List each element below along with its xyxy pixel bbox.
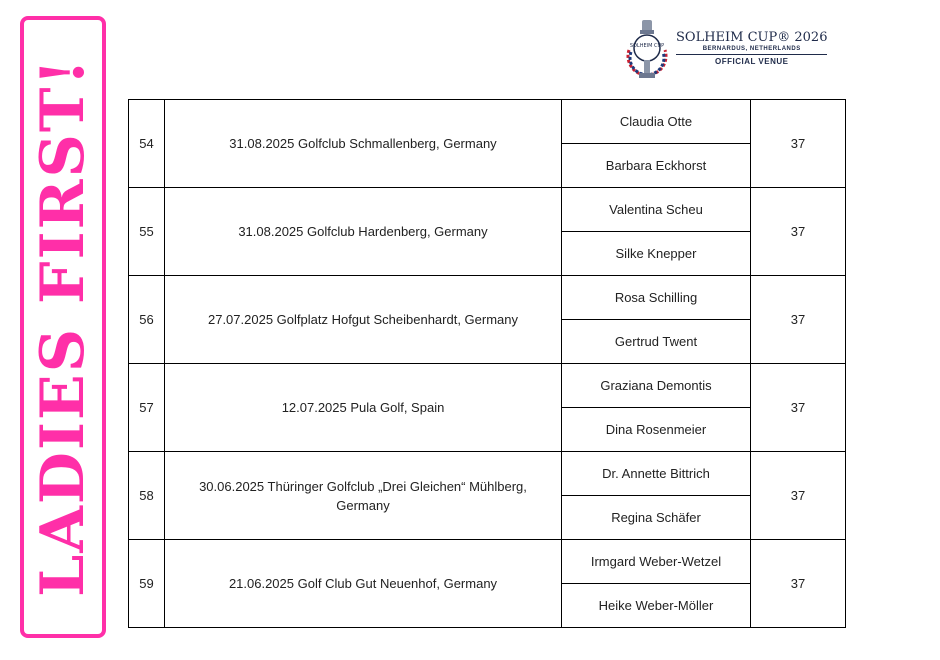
row-number: 57: [129, 364, 165, 452]
table-row: [129, 540, 846, 584]
player-name: Gertrud Twent: [562, 320, 751, 364]
event-cell: 31.08.2025 Golfclub Schmallenberg, Germany: [165, 100, 562, 188]
banner-text: LADIES FIRST!: [28, 57, 98, 597]
logo-venue: OFFICIAL VENUE: [714, 57, 789, 66]
table-row: [129, 364, 846, 408]
score-cell: 37: [751, 276, 846, 364]
logo-divider: [676, 54, 827, 55]
score-cell: 37: [751, 452, 846, 540]
table-row: [129, 276, 846, 320]
table-row: [129, 100, 846, 144]
row-number: 59: [129, 540, 165, 628]
event-cell: 31.08.2025 Golfclub Hardenberg, Germany: [165, 188, 562, 276]
table-row: [129, 452, 846, 496]
event-cell: 12.07.2025 Pula Golf, Spain: [165, 364, 562, 452]
row-number: 56: [129, 276, 165, 364]
player-name: Rosa Schilling: [562, 276, 751, 320]
player-name: Dina Rosenmeier: [562, 408, 751, 452]
logo-title: SOLHEIM CUP® 2026: [676, 30, 828, 45]
player-name: Silke Knepper: [562, 232, 751, 276]
score-cell: 37: [751, 188, 846, 276]
event-cell: 27.07.2025 Golfplatz Hofgut Scheibenhardt, Germany: [165, 276, 562, 364]
row-number: 58: [129, 452, 165, 540]
row-number: 54: [129, 100, 165, 188]
event-cell: 21.06.2025 Golf Club Gut Neuenhof, Germany: [165, 540, 562, 628]
trophy-label: SOLHEIM CUP: [629, 43, 665, 49]
row-number: 55: [129, 188, 165, 276]
player-name: Barbara Eckhorst: [562, 144, 751, 188]
player-name: Claudia Otte: [562, 100, 751, 144]
score-cell: 37: [751, 100, 846, 188]
score-cell: 37: [751, 540, 846, 628]
event-cell: 30.06.2025 Thüringer Golfclub „Drei Gleichen“ Mühlberg, Germany: [165, 452, 562, 540]
logo-subtitle: BERNARDUS, NETHERLANDS: [702, 46, 801, 52]
results-table: [128, 99, 846, 628]
player-name: Valentina Scheu: [562, 188, 751, 232]
player-name: Graziana Demontis: [562, 364, 751, 408]
side-banner: [20, 16, 106, 638]
score-cell: 37: [751, 364, 846, 452]
trophy-icon: [622, 18, 672, 84]
player-name: Heike Weber-Möller: [562, 584, 751, 628]
player-name: Irmgard Weber-Wetzel: [562, 540, 751, 584]
solheim-cup-logo: [622, 18, 828, 84]
player-name: Regina Schäfer: [562, 496, 751, 540]
table-row: [129, 188, 846, 232]
player-name: Dr. Annette Bittrich: [562, 452, 751, 496]
